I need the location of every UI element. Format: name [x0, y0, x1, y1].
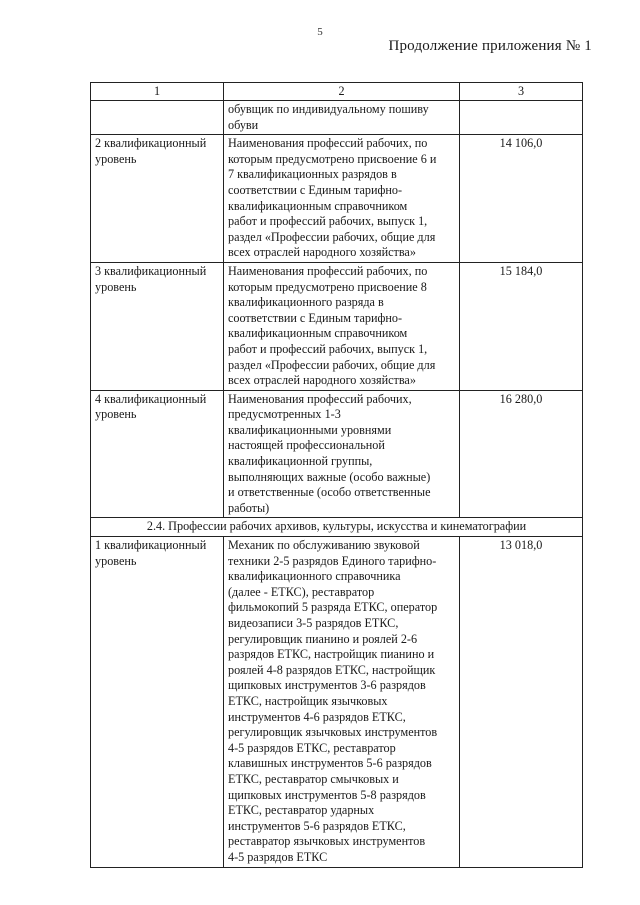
salary-cell: 16 280,0	[460, 390, 583, 518]
table-header-row	[91, 83, 583, 101]
table-row	[91, 262, 583, 390]
salary-cell	[460, 101, 583, 135]
table-row	[91, 135, 583, 263]
section-title: 2.4. Профессии рабочих архивов, культуры, искусства и кинематографии	[91, 518, 583, 537]
salary-cell: 14 106,0	[460, 135, 583, 263]
page-number: 5	[317, 26, 323, 38]
column-header-3: 3	[460, 83, 583, 101]
appendix-title: Продолжение приложения № 1	[388, 38, 592, 54]
level-cell: 4 квалификационный уровень	[91, 390, 224, 518]
salary-cell: 15 184,0	[460, 262, 583, 390]
level-cell	[91, 101, 224, 135]
description-cell: Наименования профессий рабочих, предусмотренных 1-3 квалификационными уровнями настоящей профессиональной квалификационной группы, выполняющих важные (особо важные) и ответственные (особо ответственные работы)	[224, 390, 460, 518]
salary-cell: 13 018,0	[460, 537, 583, 867]
level-cell: 2 квалификационный уровень	[91, 135, 224, 263]
table-row	[91, 101, 583, 135]
level-cell: 1 квалификационный уровень	[91, 537, 224, 867]
table-row	[91, 390, 583, 518]
table-row	[91, 537, 583, 867]
description-cell: Наименования профессий рабочих, по которым предусмотрено присвоение 8 квалификационного разряда в соответствии с Единым тарифно- квалификационным справочником работ и профессий рабочих, выпуск 1, раздел «Профессии рабочих, общие для всех отраслей народного хозяйства»	[224, 262, 460, 390]
level-cell: 3 квалификационный уровень	[91, 262, 224, 390]
column-header-2: 2	[224, 83, 460, 101]
description-cell: Механик по обслуживанию звуковой техники 2-5 разрядов Единого тарифно- квалификационного справочника (далее - ЕТКС), реставратор фильмокопий 5 разряда ЕТКС, оператор видеозаписи 3-5 разрядов ЕТКС, регулировщик пианино и роялей 2-6 разрядов ЕТКС, настройщик пианино и роялей 4-8 разрядов ЕТКС, настройщик щипковых инструментов 3-6 разрядов ЕТКС, настройщик язычковых инструментов 4-6 разрядов ЕТКС, регулировщик язычковых инструментов 4-5 разрядов ЕТКС, реставратор клавишных инструментов 5-6 разрядов ЕТКС, реставратор смычковых и щипковых инструментов 5-8 разрядов ЕТКС, реставратор ударных инструментов 5-6 разрядов ЕТКС, реставратор язычковых инструментов 4-5 разрядов ЕТКС	[224, 537, 460, 867]
section-row	[91, 518, 583, 537]
description-cell: Наименования профессий рабочих, по которым предусмотрено присвоение 6 и 7 квалификационных разрядов в соответствии с Единым тарифно- квалификационным справочником работ и профессий рабочих, выпуск 1, раздел «Профессии рабочих, общие для всех отраслей народного хозяйства»	[224, 135, 460, 263]
column-header-1: 1	[91, 83, 224, 101]
description-cell: обувщик по индивидуальному пошиву обуви	[224, 101, 460, 135]
salary-table	[90, 82, 583, 868]
